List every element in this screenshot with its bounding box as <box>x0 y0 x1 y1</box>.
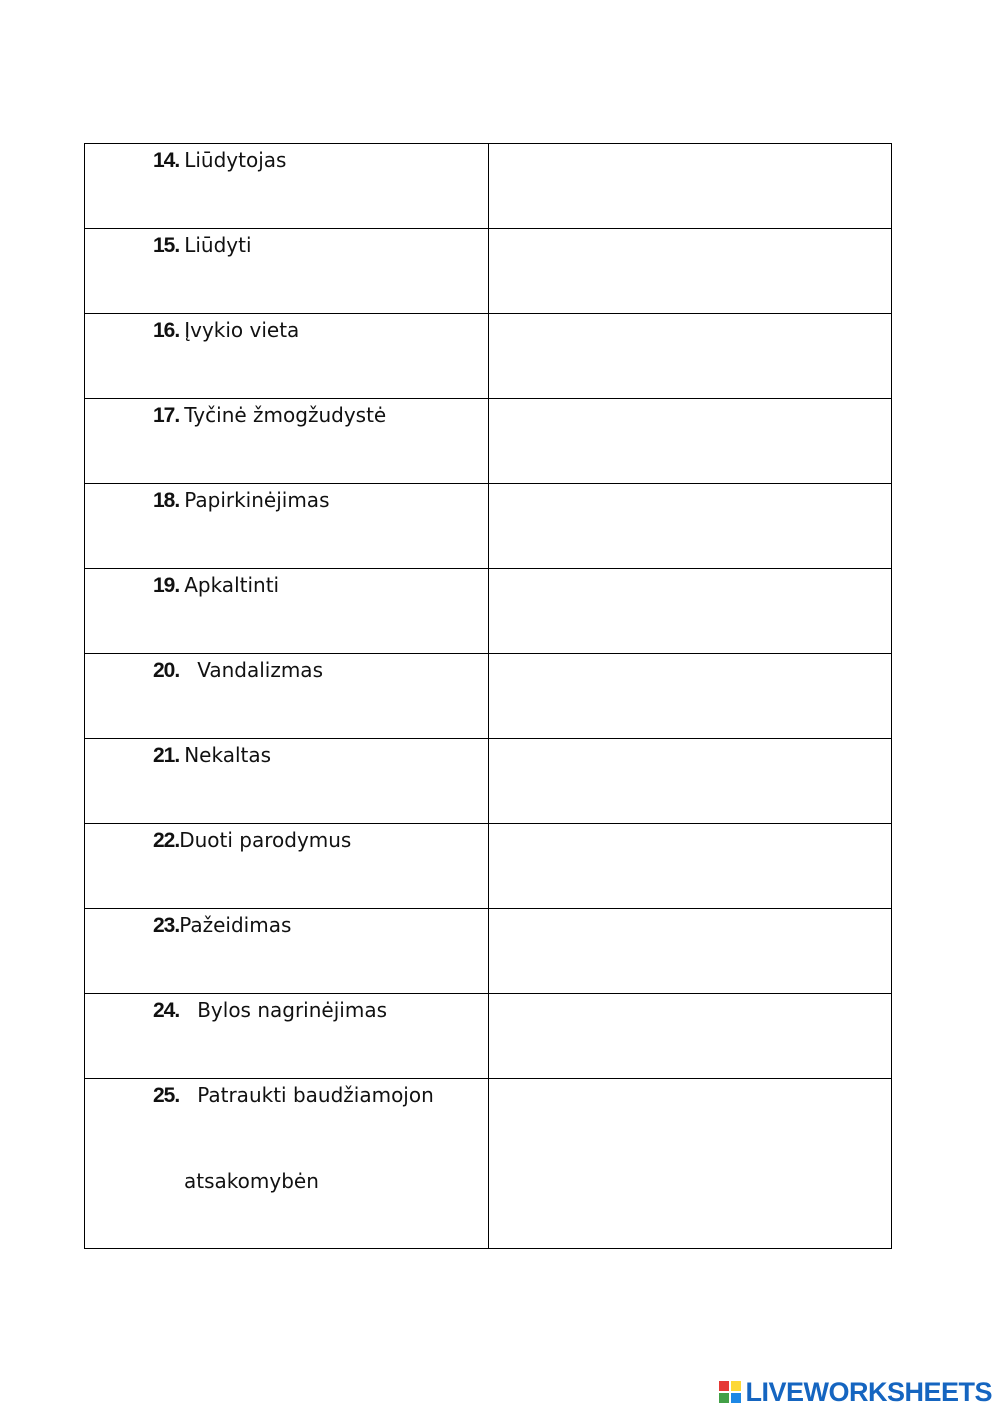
table-row <box>85 654 892 739</box>
term-cell <box>85 229 489 314</box>
term-label: Pažeidimas <box>179 913 292 937</box>
answer-cell[interactable] <box>489 824 892 909</box>
table-row <box>85 399 892 484</box>
table-row <box>85 739 892 824</box>
item-number: 21. <box>153 744 180 767</box>
term-cell <box>85 484 489 569</box>
term-label: Įvykio vieta <box>184 318 300 342</box>
logo-mark-icon <box>719 1381 741 1403</box>
item-number: 24. <box>153 999 180 1022</box>
answer-cell[interactable] <box>489 994 892 1079</box>
term-label: Liūdyti <box>184 233 252 257</box>
item-number: 23. <box>153 914 180 937</box>
term-cell <box>85 654 489 739</box>
answer-cell[interactable] <box>489 739 892 824</box>
item-number: 17. <box>153 404 180 427</box>
vocabulary-table <box>84 143 892 1249</box>
item-number: 25. <box>153 1084 180 1107</box>
term-cell <box>85 1079 489 1249</box>
item-number: 16. <box>153 319 180 342</box>
answer-cell[interactable] <box>489 654 892 739</box>
term-label: Bylos nagrinėjimas <box>197 998 387 1022</box>
answer-cell[interactable] <box>489 144 892 229</box>
term-cell <box>85 824 489 909</box>
table-row <box>85 314 892 399</box>
term-label: Patraukti baudžiamojon <box>197 1083 434 1107</box>
item-number: 19. <box>153 574 180 597</box>
item-number: 18. <box>153 489 180 512</box>
term-cell <box>85 739 489 824</box>
table-row <box>85 824 892 909</box>
term-cell <box>85 314 489 399</box>
table-row <box>85 484 892 569</box>
answer-cell[interactable] <box>489 229 892 314</box>
answer-cell[interactable] <box>489 1079 892 1249</box>
term-label: Apkaltinti <box>184 573 280 597</box>
table-row <box>85 1079 892 1249</box>
term-label: Vandalizmas <box>197 658 323 682</box>
table-row <box>85 569 892 654</box>
item-number: 15. <box>153 234 180 257</box>
answer-cell[interactable] <box>489 569 892 654</box>
term-cell <box>85 569 489 654</box>
table-row <box>85 994 892 1079</box>
term-cell <box>85 144 489 229</box>
term-label: Papirkinėjimas <box>184 488 330 512</box>
table-row <box>85 909 892 994</box>
term-cell <box>85 994 489 1079</box>
answer-cell[interactable] <box>489 484 892 569</box>
table-row <box>85 144 892 229</box>
term-label-continuation: atsakomybėn <box>184 1169 319 1193</box>
term-label: Liūdytojas <box>184 148 287 172</box>
answer-cell[interactable] <box>489 909 892 994</box>
term-label: Duoti parodymus <box>179 828 352 852</box>
logo-text: LIVEWORKSHEETS <box>745 1376 992 1407</box>
item-number: 20. <box>153 659 180 682</box>
table-row <box>85 229 892 314</box>
item-number: 14. <box>153 149 180 172</box>
term-cell <box>85 909 489 994</box>
liveworksheets-logo <box>719 1377 992 1407</box>
item-number: 22. <box>153 829 180 852</box>
term-label: Tyčinė žmogžudystė <box>184 403 387 427</box>
answer-cell[interactable] <box>489 314 892 399</box>
term-cell <box>85 399 489 484</box>
answer-cell[interactable] <box>489 399 892 484</box>
term-label: Nekaltas <box>184 743 272 767</box>
